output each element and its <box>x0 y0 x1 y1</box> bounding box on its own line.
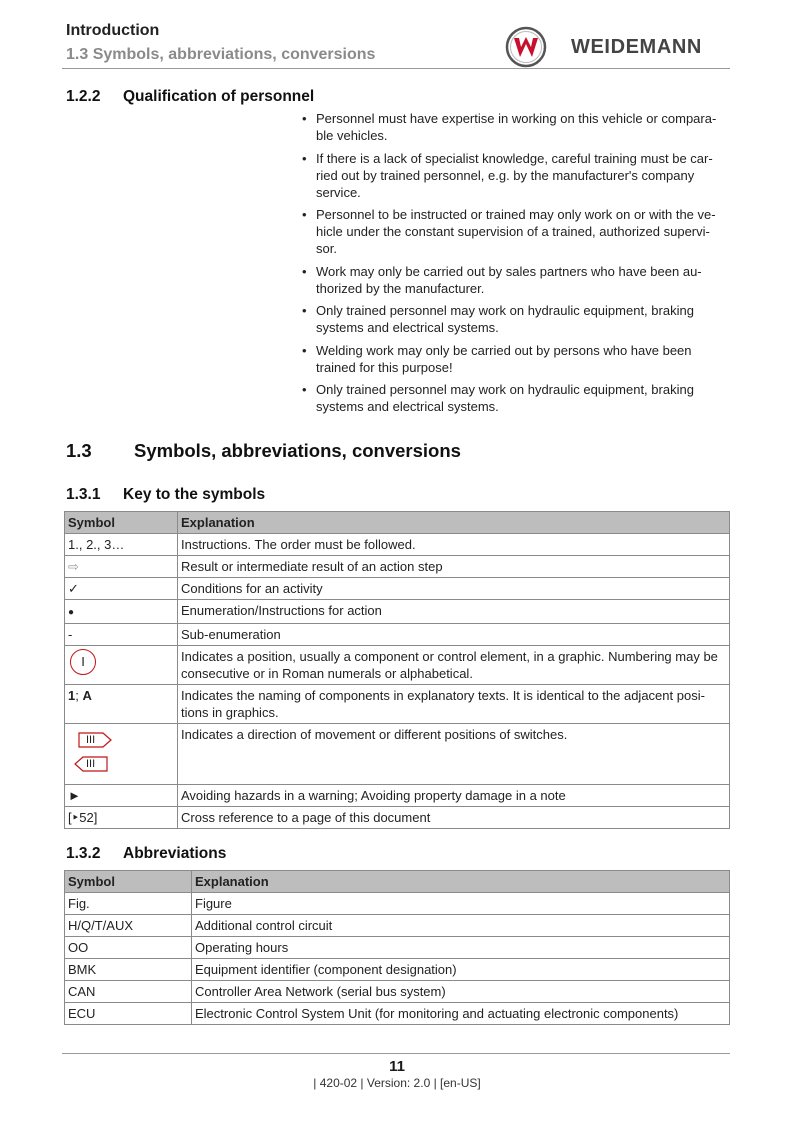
list-item: • Personnel to be instructed or trained may only work on or with the ve-hicle under the constant supervision of a trained, authorized supervi-sor. <box>301 206 729 257</box>
symbol-separator: ; <box>75 688 83 703</box>
explanation-cell: Cross reference to a page of this document <box>178 807 730 829</box>
table-row <box>65 807 730 829</box>
explanation-cell: Equipment identifier (component designation) <box>192 959 730 981</box>
symbol-cell: H/Q/T/AUX <box>65 915 192 937</box>
table-row <box>65 685 730 724</box>
bullet-dot-icon: ● <box>68 607 75 618</box>
version-info: | 420-02 | Version: 2.0 | [en-US] <box>313 1076 481 1090</box>
table-row <box>65 556 730 578</box>
table-row <box>65 937 730 959</box>
table-header-row <box>65 871 730 893</box>
table-row <box>65 646 730 685</box>
symbol-cell: - <box>65 624 178 646</box>
explanation-cell: Indicates a direction of movement or different positions of switches. <box>178 724 730 785</box>
explanation-cell: Sub-enumeration <box>178 624 730 646</box>
symbol-cell <box>65 646 178 685</box>
abbreviations-table <box>64 870 730 1025</box>
heading-title: Abbreviations <box>123 845 227 862</box>
position-circle-icon: I <box>70 649 96 675</box>
heading-number: 1.2.2 <box>66 88 101 105</box>
direction-right-label: III <box>86 734 96 746</box>
heading-number: 1.3.1 <box>66 486 101 503</box>
table-row <box>65 1003 730 1025</box>
explanation-cell: Conditions for an activity <box>178 578 730 600</box>
explanation-cell: Result or intermediate result of an action step <box>178 556 730 578</box>
table-row <box>65 959 730 981</box>
explanation-cell: Indicates a position, usually a component or control element, in a graphic. Numbering may be consecutive or in Roman numerals or alphabetical. <box>178 646 730 685</box>
explanation-cell: Additional control circuit <box>192 915 730 937</box>
explanation-cell: Controller Area Network (serial bus system) <box>192 981 730 1003</box>
header-chapter: Introduction <box>66 22 160 39</box>
heading-1-3 <box>66 440 726 464</box>
table-row <box>65 578 730 600</box>
list-item: • Personnel must have expertise in working on this vehicle or compara-ble vehicles. <box>301 110 729 144</box>
footer-divider <box>62 1053 730 1054</box>
symbol-cell <box>65 600 178 624</box>
column-header-symbol: Symbol <box>65 512 178 534</box>
qualification-list <box>301 110 729 421</box>
table-row <box>65 785 730 807</box>
table-row <box>65 893 730 915</box>
symbol-cell <box>65 724 178 785</box>
logo-text: WEIDEMANN <box>571 36 702 58</box>
symbol-cell: CAN <box>65 981 192 1003</box>
symbol-cell <box>65 685 178 724</box>
list-item: • Welding work may only be carried out by persons who have been trained for this purpose! <box>301 342 729 376</box>
hazard-triangle-icon: ► <box>68 788 81 803</box>
list-item: • Only trained personnel may work on hydraulic equipment, braking systems and electrical systems. <box>301 381 729 415</box>
explanation-cell: Operating hours <box>192 937 730 959</box>
heading-1-2-2 <box>66 88 726 108</box>
explanation-cell: Figure <box>192 893 730 915</box>
symbol-cell: OO <box>65 937 192 959</box>
symbol-cell: 1., 2., 3… <box>65 534 178 556</box>
explanation-cell: Enumeration/Instructions for action <box>178 600 730 624</box>
explanation-cell: Electronic Control System Unit (for monitoring and actuating electronic components) <box>192 1003 730 1025</box>
heading-title: Symbols, abbreviations, conversions <box>134 440 461 461</box>
heading-title: Key to the symbols <box>123 486 266 503</box>
weidemann-logo <box>505 26 730 66</box>
symbol-cell: BMK <box>65 959 192 981</box>
header-divider <box>62 68 730 69</box>
symbol-cell: [‣52] <box>65 807 178 829</box>
column-header-symbol: Symbol <box>65 871 192 893</box>
table-row <box>65 915 730 937</box>
table-row <box>65 624 730 646</box>
table-header-row <box>65 512 730 534</box>
page-number: 11 <box>389 1058 405 1075</box>
explanation-cell: Instructions. The order must be followed. <box>178 534 730 556</box>
symbol-letter: A <box>82 688 92 703</box>
heading-number: 1.3.2 <box>66 845 101 862</box>
heading-title: Qualification of personnel <box>123 88 315 105</box>
symbol-cell <box>65 578 178 600</box>
symbol-cell <box>65 785 178 807</box>
list-item: • Work may only be carried out by sales partners who have been au-thorized by the manufacturer. <box>301 263 729 297</box>
heading-1-3-1 <box>66 486 726 506</box>
list-item: • Only trained personnel may work on hydraulic equipment, braking systems and electrical systems. <box>301 302 729 336</box>
column-header-explanation: Explanation <box>192 871 730 893</box>
explanation-cell: Indicates the naming of components in explanatory texts. It is identical to the adjacent posi-tions in graphics. <box>178 685 730 724</box>
symbol-number: 1 <box>68 688 76 703</box>
symbol-cell: Fig. <box>65 893 192 915</box>
symbol-cell: ECU <box>65 1003 192 1025</box>
heading-number: 1.3 <box>66 440 92 461</box>
table-row <box>65 981 730 1003</box>
header-section: 1.3 Symbols, abbreviations, conversions <box>66 46 376 63</box>
checkmark-icon: ✓ <box>68 581 79 596</box>
symbol-cell <box>65 556 178 578</box>
weidemann-logo-icon <box>505 26 547 68</box>
table-row <box>65 534 730 556</box>
explanation-cell: Avoiding hazards in a warning; Avoiding property damage in a note <box>178 785 730 807</box>
table-row <box>65 600 730 624</box>
result-arrow-icon: ⇨ <box>68 559 79 574</box>
list-item: • If there is a lack of specialist knowledge, careful training must be car-ried out by trained personnel, e.g. by the manufacturer's company service. <box>301 150 729 201</box>
symbols-table <box>64 511 730 829</box>
column-header-explanation: Explanation <box>178 512 730 534</box>
direction-left-label: III <box>86 758 96 770</box>
heading-1-3-2 <box>66 845 726 865</box>
table-row <box>65 724 730 785</box>
